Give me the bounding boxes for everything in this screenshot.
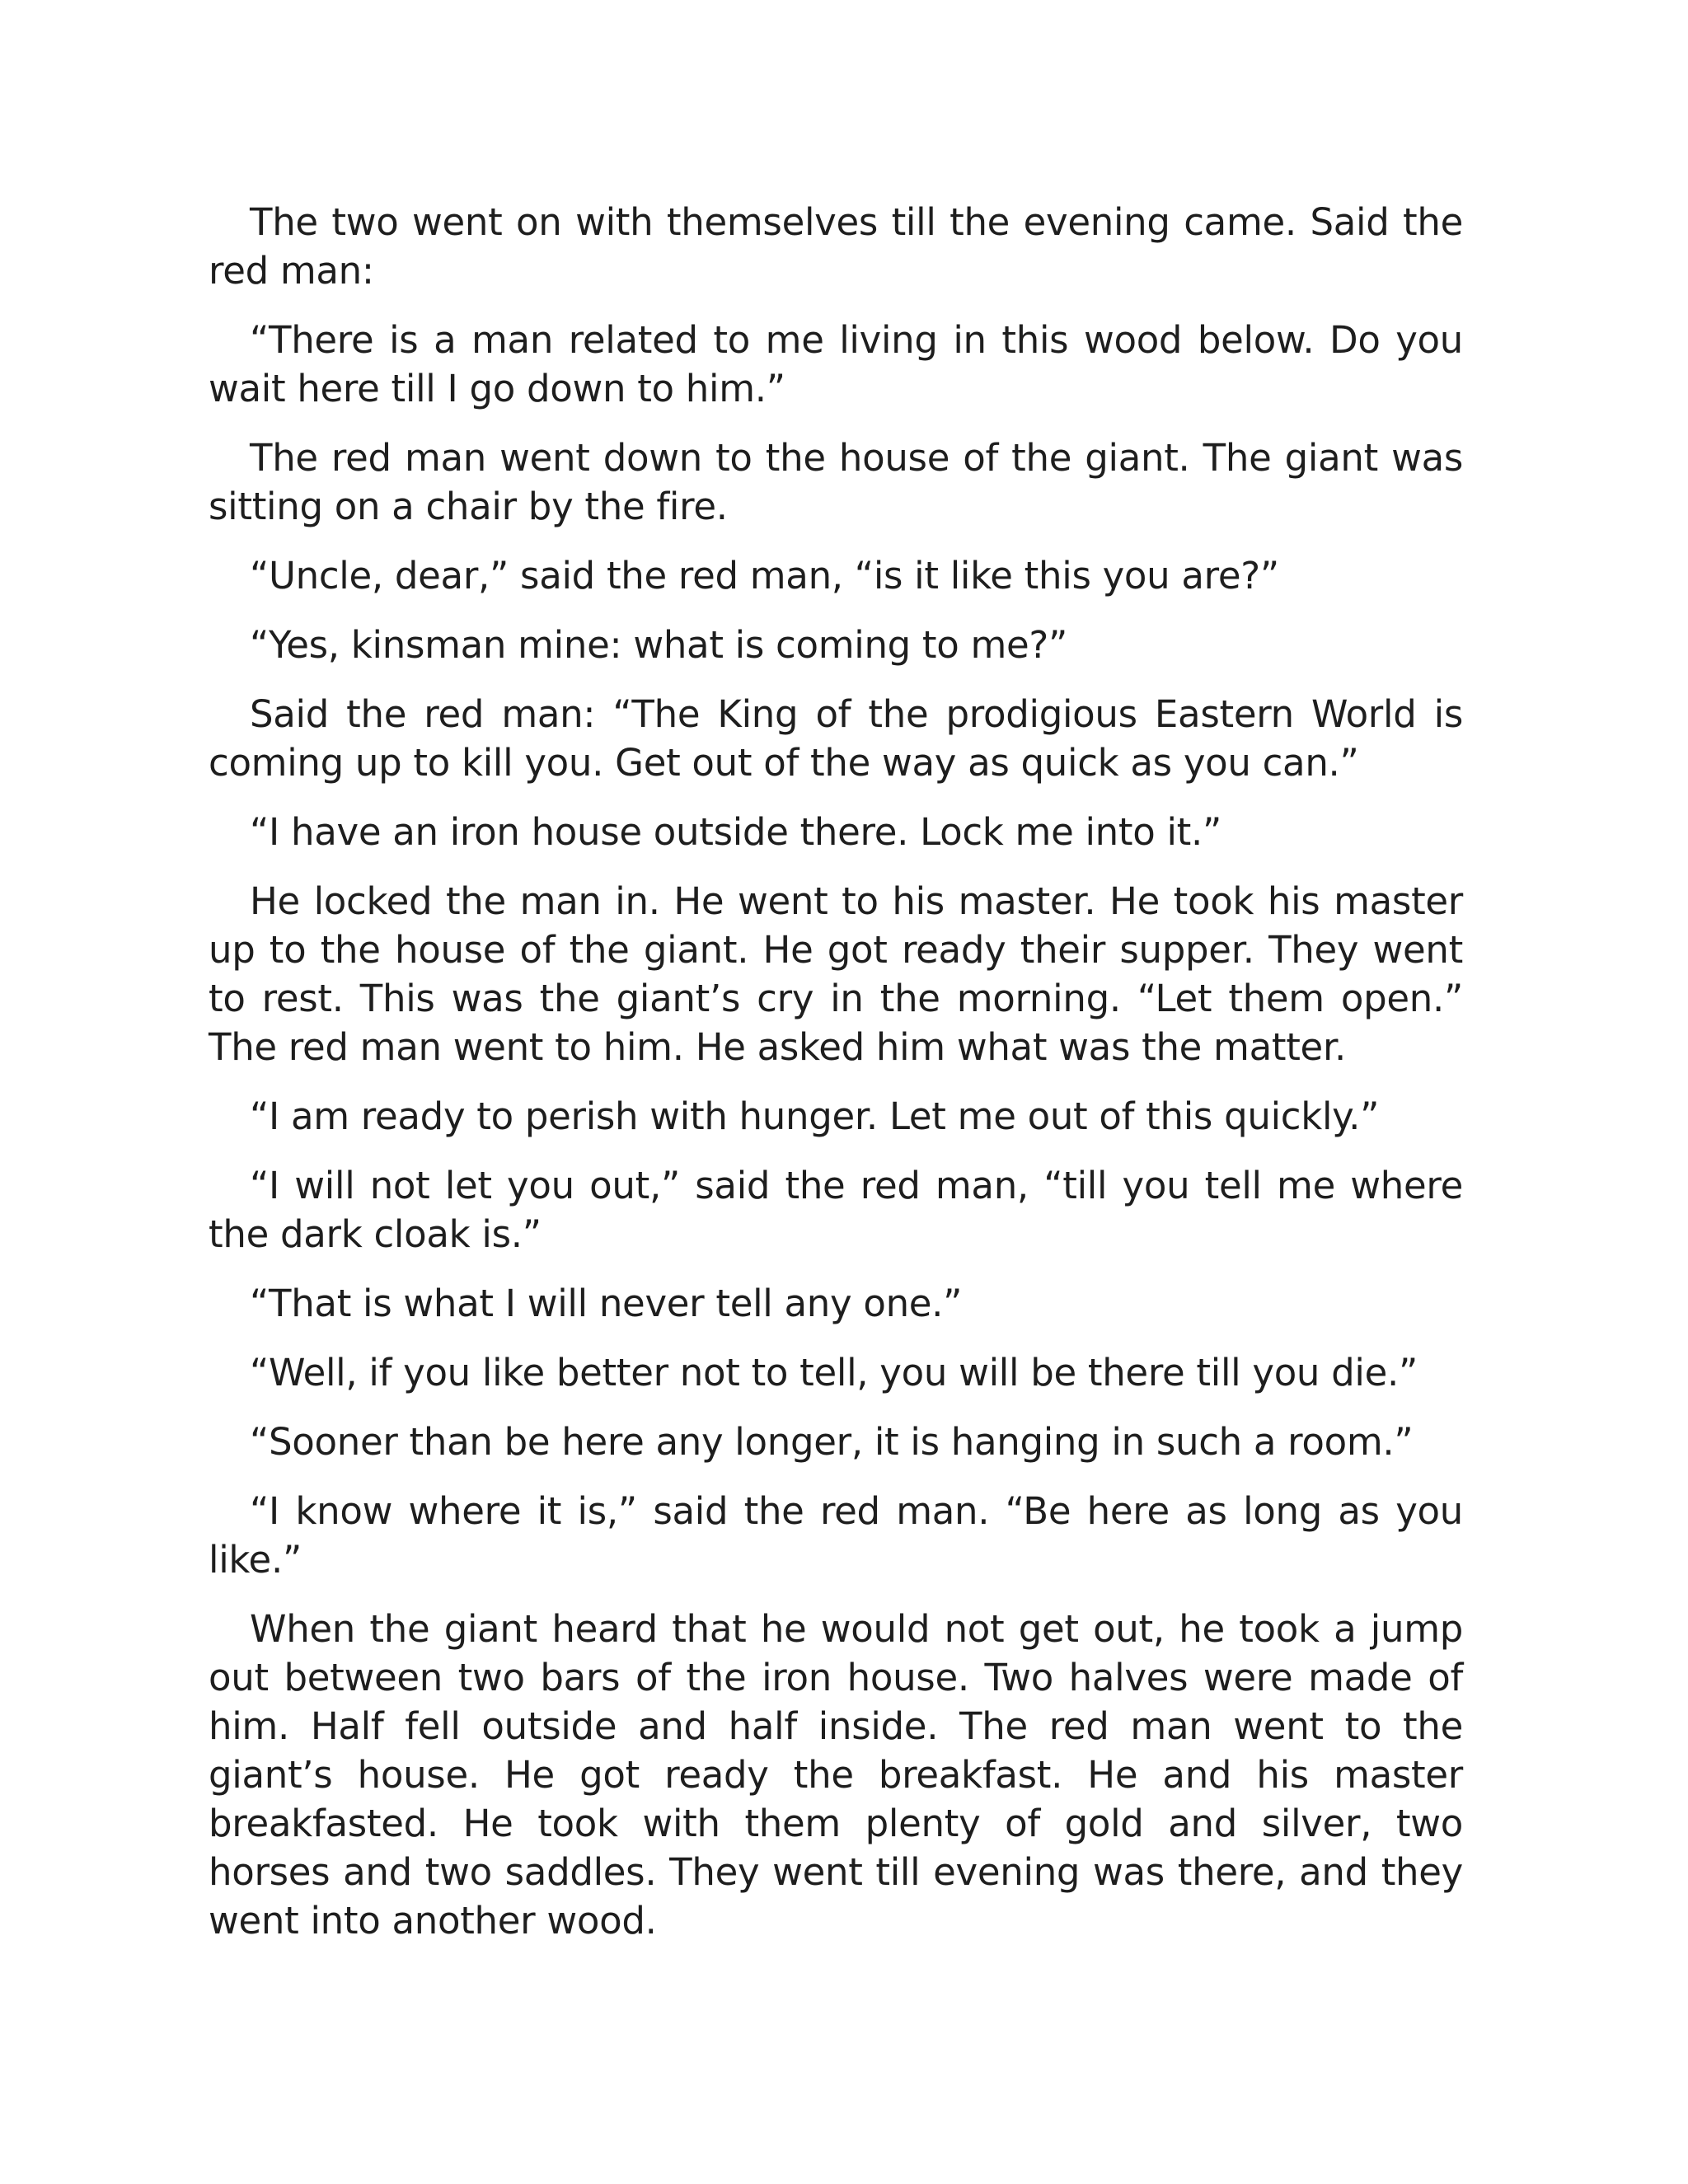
paragraph: “That is what I will never tell any one.” (250, 1282, 963, 1325)
paragraph: The red man went down to the house of the giant. The giant was sitting on a chair by the fire. (209, 436, 1463, 528)
paragraph: “I will not let you out,” said the red man, “till you tell me where the dark cloak is.” (209, 1164, 1463, 1256)
paragraph: “I have an iron house outside there. Lock me into it.” (250, 810, 1222, 854)
paragraph: “Sooner than be here any longer, it is hanging in such a room.” (250, 1420, 1414, 1464)
paragraph: “Uncle, dear,” said the red man, “is it like this you are?” (250, 554, 1279, 598)
paragraph: “I know where it is,” said the red man. “Be here as long as you like.” (209, 1489, 1463, 1582)
paragraph: “Yes, kinsman mine: what is coming to me?” (250, 623, 1068, 667)
paragraph: Said the red man: “The King of the prodigious Eastern World is coming up to kill you. Get out of the way as quick as you can.” (209, 692, 1463, 785)
paragraph: When the giant heard that he would not get out, he took a jump out between two bars of the iron house. Two halves were made of him. Half fell outside and half inside. The red man went to the giant’s house. He got ready the breakfast. He and his master breakfasted. He took with them plenty of gold and silver, two horses and two saddles. They went till evening was there, and they went into another wood. (209, 1607, 1463, 1943)
paragraph: “There is a man related to me living in this wood below. Do you wait here till I go down to him.” (209, 318, 1463, 410)
page-body (209, 198, 1463, 1966)
paragraph: He locked the man in. He went to his master. He took his master up to the house of the giant. He got ready their supper. They went to rest. This was the giant’s cry in the morning. “Let them open.” The red man went to him. He asked him what was the matter. (209, 879, 1463, 1069)
paragraph: “I am ready to perish with hunger. Let me out of this quickly.” (250, 1094, 1380, 1138)
paragraph: “Well, if you like better not to tell, you will be there till you die.” (250, 1351, 1418, 1394)
paragraph: The two went on with themselves till the evening came. Said the red man: (209, 200, 1463, 293)
